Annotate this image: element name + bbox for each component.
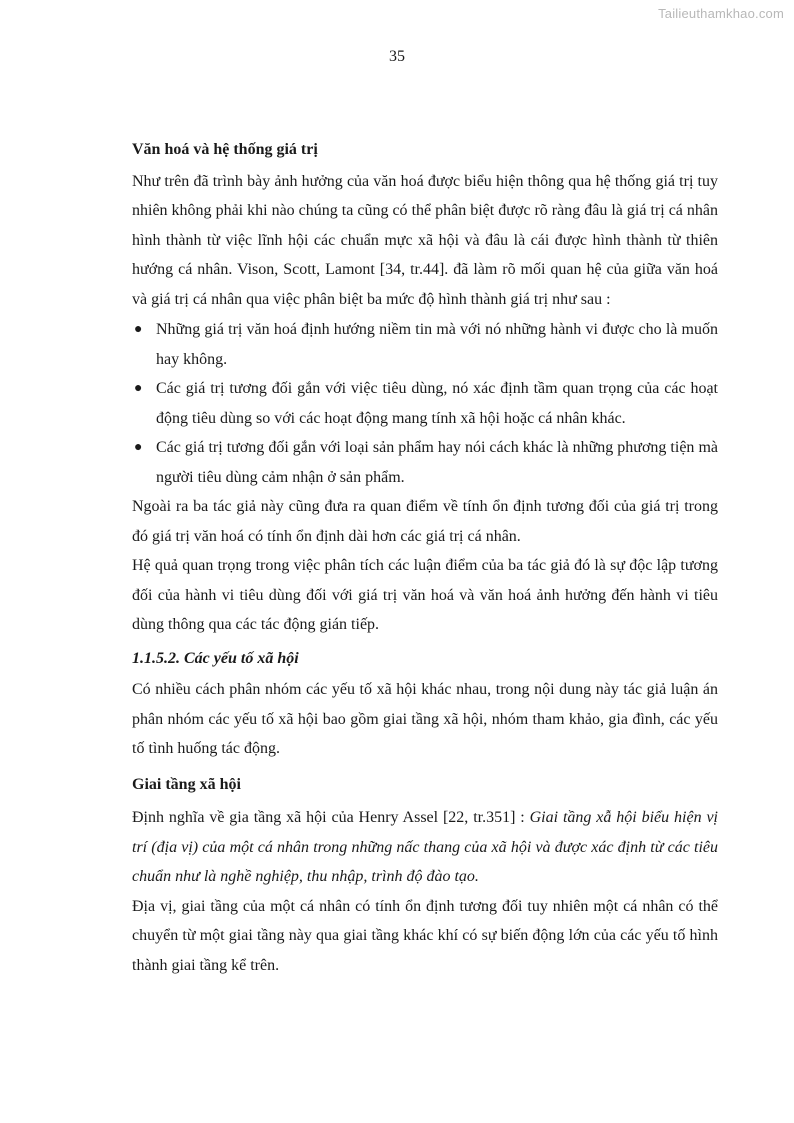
paragraph-social-factors: Có nhiều cách phân nhóm các yếu tố xã hội khác nhau, trong nội dung này tác giả luận án phân nhóm các yếu tố xã hội bao gồm giai tầng xã hội, nhóm tham khảo, gia đình, các yếu tố tình huống tác động. bbox=[132, 681, 718, 757]
bullet-list bbox=[132, 315, 718, 492]
paragraph-social-mobility: Địa vị, giai tầng của một cá nhân có tính ổn định tương đối tuy nhiên một cá nhân có thể chuyển từ một giai tầng này qua giai tầng khác khí có sự biến động lớn của các yếu tố hình thành giai tầng kể trên. bbox=[132, 897, 718, 974]
section-heading-social-factors: 1.1.5.2. Các yếu tố xã hội bbox=[132, 649, 299, 667]
paragraph-stability: Ngoài ra ba tác giả này cũng đưa ra quan điểm về tính ổn định tương đối của giá trị trong đó giá trị văn hoá có tính ổn định dài hơn các giá trị cá nhân. bbox=[132, 498, 718, 545]
bullet-icon: ● bbox=[134, 440, 143, 455]
list-item-text: Những giá trị văn hoá định hướng niềm tin mà với nó những hành vi được cho là muốn hay không. bbox=[156, 321, 718, 368]
definition-lead: Định nghĩa về gia tầng xã hội của Henry Assel [22, tr.351] : bbox=[132, 809, 530, 826]
document-body bbox=[132, 135, 718, 980]
list-item bbox=[132, 374, 718, 433]
definition-quote: Giai tầng xẫ hội biểu hiện vị trí (địa vị) của một cá nhân trong những nấc thang của xã hội và được xác định từ các tiêu chuẩn như là nghề nghiệp, thu nhập, trình độ đào tạo. bbox=[132, 809, 719, 885]
paragraph-intro: Như trên đã trình bày ảnh hưởng của văn hoá được biểu hiện thông qua hệ thống giá trị tuy nhiên không phải khi nào chúng ta cũng có thể phân biệt được rõ ràng đâu là giá trị cá nhân hình thành từ việc lĩnh hội các chuẩn mực xã hội và đâu là cái được hình thành từ thiên hướng cá nhân. Vison, Scott, Lamont [34, tr.44]. đã làm rõ mối quan hệ của giữa văn hoá và giá trị cá nhân qua việc phân biệt ba mức độ hình thành giá trị như sau : bbox=[132, 172, 718, 308]
watermark: Tailieuthamkhao.com bbox=[658, 6, 784, 21]
bullet-icon: ● bbox=[134, 322, 143, 337]
section-heading-social-class: Giai tầng xã hội bbox=[132, 775, 241, 793]
list-item-text: Các giá trị tương đối gắn với loại sản phẩm hay nói cách khác là những phương tiện mà người tiêu dùng cảm nhận ở sản phẩm. bbox=[156, 439, 718, 486]
list-item bbox=[132, 433, 718, 492]
bullet-icon: ● bbox=[134, 381, 143, 396]
paragraph-consequence: Hệ quả quan trọng trong việc phân tích các luận điểm của ba tác giả đó là sự độc lập tương đối của hành vi tiêu dùng đối với giá trị văn hoá và văn hoá ảnh hưởng đến hành vi tiêu dùng thông qua các tác động gián tiếp. bbox=[132, 557, 718, 633]
paragraph-definition bbox=[132, 803, 718, 892]
list-item-text: Các giá trị tương đối gắn với việc tiêu dùng, nó xác định tầm quan trọng của các hoạt động tiêu dùng so với các hoạt động mang tính xã hội hoặc cá nhân khác. bbox=[156, 380, 718, 427]
page-number: 35 bbox=[389, 48, 405, 65]
list-item bbox=[132, 315, 718, 374]
section-heading-culture-values: Văn hoá và hệ thống giá trị bbox=[132, 141, 318, 158]
